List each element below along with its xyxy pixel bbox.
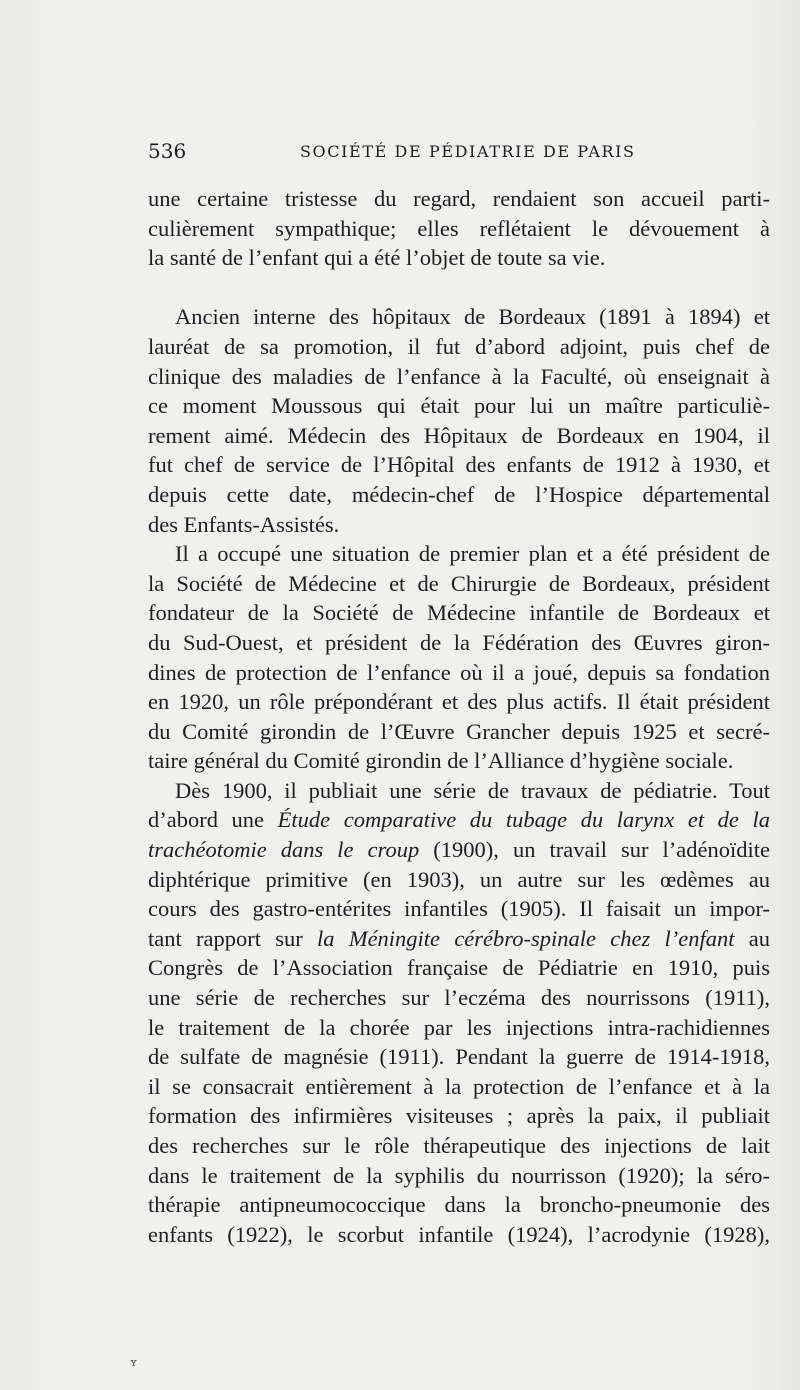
text-line: une série de recherches sur l’eczéma des nourrissons (1911), [148, 985, 770, 1011]
text-line: fut chef de service de l’Hôpital des enfants de 1912 à 1930, et [148, 452, 770, 478]
text-line: Congrès de l’Association française de Pédiatrie en 1910, puis [148, 955, 770, 981]
italic-title: la Méningite cérébro-spinale chez l’enfant [317, 925, 735, 951]
page-header [148, 136, 778, 166]
text-line: la Société de Médecine et de Chirurgie de Bordeaux, président [148, 570, 770, 596]
text-line: clinique des maladies de l’enfance à la Faculté, où enseignait à [148, 363, 770, 389]
body-text [148, 184, 770, 1249]
text-line: en 1920, un rôle prépondérant et des plus actifs. Il était président [148, 689, 770, 715]
text-line: fondateur de la Société de Médecine infantile de Bordeaux et [148, 600, 770, 626]
text-line: tant rapport sur la Méningite cérébro-spinale chez l’enfant au [148, 925, 770, 951]
text-line: thérapie antipneumococcique dans la broncho-pneumonie des [148, 1192, 770, 1218]
paragraph-gap [148, 273, 770, 303]
text-line: Dès 1900, il publiait une série de travaux de pédiatrie. Tout [175, 777, 770, 803]
text-line: d’abord une Étude comparative du tubage du larynx et de la [148, 807, 770, 833]
italic-title: Étude comparative du tubage du larynx et de la [277, 807, 770, 833]
text-line: la santé de l’enfant qui a été l’objet de toute sa vie. [148, 245, 606, 271]
text-line: taire général du Comité girondin de l’Alliance d’hygiène sociale. [148, 748, 734, 774]
text-line: formation des infirmières visiteuses ; après la paix, il publiait [148, 1103, 770, 1129]
text-line: trachéotomie dans le croup (1900), un travail sur l’adénoïdite [148, 837, 770, 863]
text-line: du Comité girondin de l’Œuvre Grancher depuis 1925 et secré- [148, 718, 770, 744]
page-number: 536 [148, 139, 187, 163]
text-line: diphtérique primitive (en 1903), un autre sur les œdèmes au [148, 866, 770, 892]
text-line: culièrement sympathique; elles reflétaient le dévouement à [148, 215, 770, 241]
text-line: dines de protection de l’enfance où il a joué, depuis sa fondation [148, 659, 770, 685]
text-line: le traitement de la chorée par les injections intra-rachidiennes [148, 1014, 770, 1040]
italic-title: trachéotomie dans le croup [148, 837, 420, 863]
text-line: ce moment Moussous qui était pour lui un maître particuliè- [148, 393, 770, 419]
text-line: dans le traitement de la syphilis du nourrisson (1920); la séro- [148, 1162, 770, 1188]
text-line: il se consacrait entièrement à la protection de l’enfance et à la [148, 1073, 770, 1099]
text-line: une certaine tristesse du regard, rendaient son accueil parti- [148, 186, 770, 211]
text-line: lauréat de sa promotion, il fut d’abord adjoint, puis chef de [148, 333, 770, 359]
text-line: Il a occupé une situation de premier plan et a été président de [175, 541, 770, 567]
text-line: enfants (1922), le scorbut infantile (1924), l’acrodynie (1928), [148, 1221, 770, 1247]
text-line: des recherches sur le rôle thérapeutique des injections de lait [148, 1133, 770, 1158]
text-line: de sulfate de magnésie (1911). Pendant la guerre de 1914-1918, [148, 1044, 770, 1070]
text-line: du Sud-Ouest, et président de la Fédération des Œuvres giron- [148, 629, 770, 655]
text-line: des Enfants-Assistés. [148, 511, 340, 537]
running-title: SOCIÉTÉ DE PÉDIATRIE DE PARIS [300, 142, 636, 161]
text-line: cours des gastro-entérites infantiles (1905). Il faisait un impor- [148, 896, 770, 922]
text-line: Ancien interne des hôpitaux de Bordeaux (1891 à 1894) et [175, 304, 770, 330]
text-line: depuis cette date, médecin-chef de l’Hospice départemental [148, 481, 770, 507]
print-mark: ʏ [130, 1356, 138, 1369]
text-line: rement aimé. Médecin des Hôpitaux de Bordeaux en 1904, il [148, 422, 770, 448]
